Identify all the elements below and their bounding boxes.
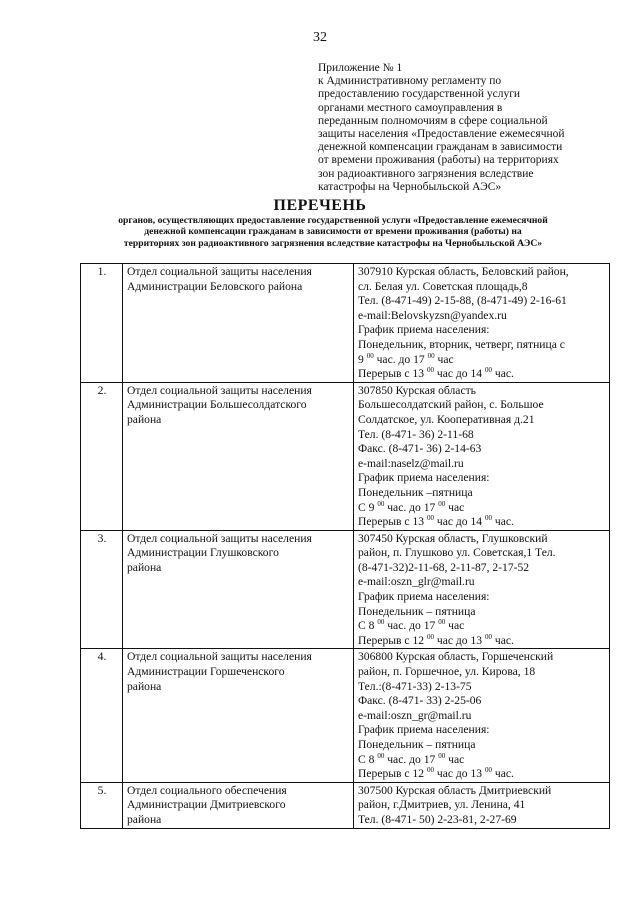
organization-name-line: Отдел социальной защиты населения xyxy=(127,650,312,664)
contact-info xyxy=(354,649,610,782)
contact-info-line: График приема населения: xyxy=(358,471,490,485)
contact-info-line: С 9 $^{00}$ час. до 17 $^{00}$ час xyxy=(358,500,465,514)
contact-info-line: Факс. (8-471- 36) 2-14-63 xyxy=(358,442,482,456)
row-number: 5. xyxy=(81,782,123,828)
appendix-line: органами местного самоуправления в xyxy=(318,101,503,114)
organization-name-line: района xyxy=(127,812,162,826)
document-subtitle xyxy=(68,215,598,249)
contact-info-line: e-mail:naselz@mail.ru xyxy=(358,456,464,470)
contact-info-line: Понедельник, вторник, четверг, пятница с xyxy=(358,337,565,351)
contact-info xyxy=(354,382,610,530)
appendix-line: защиты населения «Предоставление ежемесячной xyxy=(318,128,565,141)
contact-info-line: район, п. Горшечное, ул. Кирова, 18 xyxy=(358,665,536,679)
contact-info-line: Перерыв с 12 $^{00}$ час до 13 $^{00}$ час. xyxy=(358,633,514,647)
table-row xyxy=(81,264,610,383)
contact-info-line: С 8 $^{00}$ час. до 17 $^{00}$ час xyxy=(358,619,465,633)
organization-name xyxy=(123,264,354,383)
organization-name-line: Отдел социальной защиты населения xyxy=(127,383,312,397)
table-row xyxy=(81,382,610,530)
contact-info-line: e-mail:Belovskyzsn@yandex.ru xyxy=(358,308,507,322)
appendix-line: от времени проживания (работы) на территориях xyxy=(318,154,559,167)
organization-name-line: Администрации Горшеченского xyxy=(127,665,285,679)
contact-info-line: e-mail:oszn_glr@mail.ru xyxy=(358,575,475,589)
appendix-line: переданным полномочиям в сфере социальной xyxy=(318,114,548,127)
table-row xyxy=(81,649,610,782)
contact-info-line: Перерыв с 13 $^{00}$ час до 14 $^{00}$ час. xyxy=(358,515,514,529)
contact-info xyxy=(354,782,610,828)
appendix-line: предоставлению государственной услуги xyxy=(318,88,521,101)
appendix-line: денежной компенсации гражданам в зависимости xyxy=(318,141,563,154)
contact-info-line: Перерыв с 12 $^{00}$ час до 13 $^{00}$ час. xyxy=(358,767,514,781)
organization-name-line: района xyxy=(127,412,162,426)
contact-info-line: Тел. (8-471- 50) 2-23-81, 2-27-69 xyxy=(358,812,517,826)
contact-info-line: 307450 Курская область, Глушковский xyxy=(358,531,548,545)
organization-name-line: Отдел социальной защиты населения xyxy=(127,265,312,278)
contact-info-line: 307910 Курская область, Беловский район, xyxy=(358,265,569,278)
subtitle-line: денежной компенсации гражданам в зависимости от времени проживания (работы) на xyxy=(144,226,522,238)
organization-name-line: Администрации Большесолдатского xyxy=(127,398,307,412)
contact-info-line: Перерыв с 13 $^{00}$ час до 14 $^{00}$ час. xyxy=(358,367,514,381)
subtitle-line: органов, осуществляющих предоставление государственной услуги «Предоставление ежемесячной xyxy=(118,215,548,226)
table-row xyxy=(81,782,610,828)
table-row xyxy=(81,530,610,649)
document-title: ПЕРЕЧЕНЬ xyxy=(273,197,367,214)
organization-name-line: Отдел социального обеспечения xyxy=(127,783,287,797)
appendix-line: Приложение № 1 xyxy=(318,62,403,74)
appendix-line: к Административному регламенту по xyxy=(318,75,502,88)
organization-name xyxy=(123,530,354,649)
row-number: 1. xyxy=(81,264,123,383)
contact-info-line: Понедельник –пятница xyxy=(358,485,473,499)
contact-info-line: Понедельник – пятница xyxy=(358,738,476,751)
contact-info-line: 307500 Курская область Дмитриевский xyxy=(358,783,552,797)
appendix-header xyxy=(318,62,580,194)
contact-info-line: район, г.Дмитриев, ул. Ленина, 41 xyxy=(358,798,526,812)
organization-name-line: Администрации Дмитриевского xyxy=(127,798,286,812)
contact-info-line: сл. Белая ул. Советская площадь,8 xyxy=(358,279,528,293)
organization-name xyxy=(123,649,354,782)
row-number: 3. xyxy=(81,530,123,649)
contact-info-line: Тел.:(8-471-33) 2-13-75 xyxy=(358,679,472,693)
contact-info-line: (8-471-32)2-11-68, 2-11-87, 2-17-52 xyxy=(358,560,530,574)
contact-info-line: С 8 $^{00}$ час. до 17 $^{00}$ час xyxy=(358,752,465,766)
contact-info-line: e-mail:oszn_gr@mail.ru xyxy=(358,708,472,722)
organization-name-line: района xyxy=(127,679,162,693)
subtitle-line: территориях зон радиоактивного загрязнения вследствие катастрофы на Чернобыльской АЭС» xyxy=(123,237,543,249)
page-number: 32 xyxy=(313,30,327,45)
organization-name-line: Администрации Глушковского xyxy=(127,546,279,560)
contact-info-line: Большесолдатский район, с. Большое xyxy=(358,398,544,412)
row-number: 2. xyxy=(81,382,123,530)
contact-info-line: График приема населения: xyxy=(358,723,490,737)
organization-name-line: Отдел социальной защиты населения xyxy=(127,531,312,545)
contact-info xyxy=(354,264,610,383)
contact-info-line: Тел. (8-471-49) 2-15-88, (8-471-49) 2-16-61 xyxy=(358,294,567,308)
organization-name-line: Администрации Беловского района xyxy=(127,279,303,293)
contact-info-line: График приема населения: xyxy=(358,590,490,604)
contact-info-line: Тел. (8-471- 36) 2-11-68 xyxy=(358,427,474,441)
contact-info-line: 307850 Курская область xyxy=(358,383,476,397)
contact-info xyxy=(354,530,610,649)
appendix-line: зон радиоактивного загрязнения вследствие xyxy=(318,167,534,180)
organization-name-line: района xyxy=(127,560,162,574)
contact-info-line: район, п. Глушково ул. Советская,1 Тел. xyxy=(358,546,556,560)
row-number: 4. xyxy=(81,649,123,782)
contact-info-line: 9 $^{00}$ час. до 17 $^{00}$ час xyxy=(358,352,454,366)
organization-name xyxy=(123,382,354,530)
organization-name xyxy=(123,782,354,828)
appendix-line: катастрофы на Чернобыльской АЭС» xyxy=(318,180,502,193)
contact-info-line: 306800 Курская область, Горшеченский xyxy=(358,650,554,664)
contact-info-line: Понедельник – пятница xyxy=(358,604,476,618)
contact-info-line: График приема населения: xyxy=(358,323,490,337)
contact-info-line: Солдатское, ул. Кооперативная д.21 xyxy=(358,412,535,426)
organizations-table xyxy=(80,263,610,829)
contact-info-line: Факс. (8-471- 33) 2-25-06 xyxy=(358,694,482,708)
